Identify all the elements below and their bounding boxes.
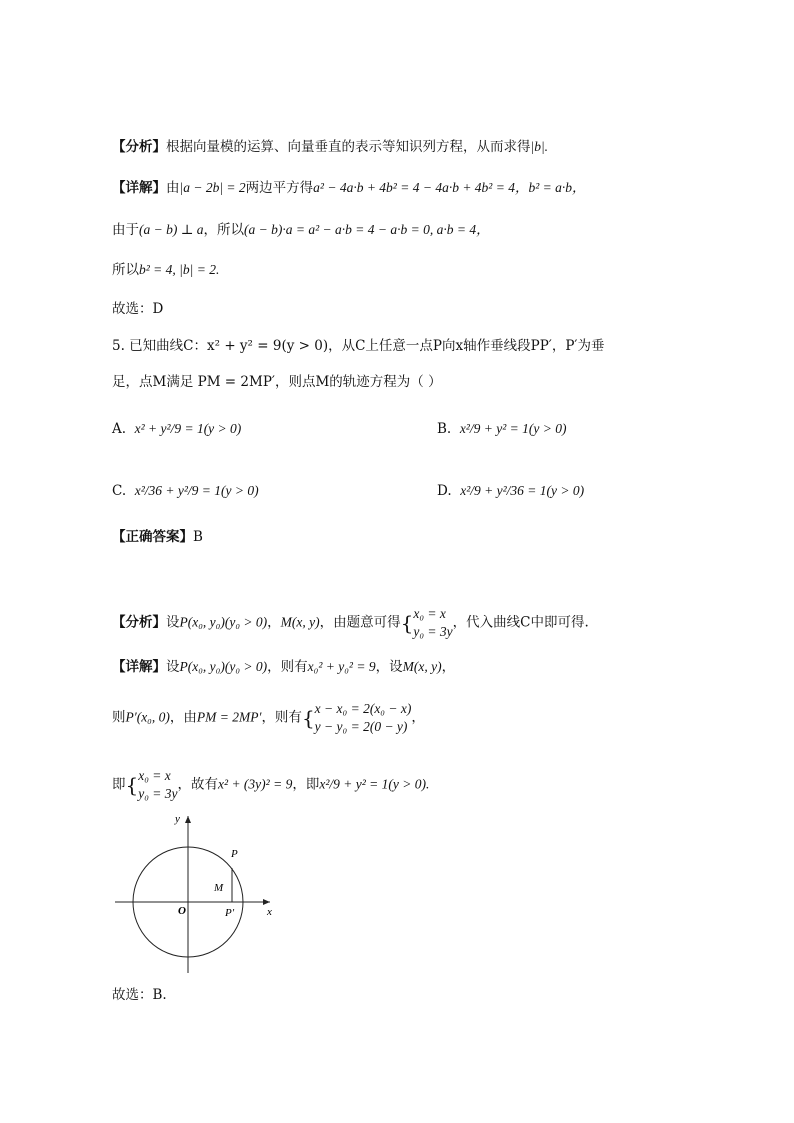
detail-text: ，设 [375, 659, 403, 675]
option-label: C. [112, 483, 127, 499]
detail-1-line-1 [112, 178, 586, 198]
question-5-line-1: 5. 已知曲线C：x² + y² = 9(y > 0)，从C上任意一点P向x轴作垂线段PP′，P′为垂 [112, 338, 605, 354]
point-m-label: M [214, 882, 224, 894]
system-row: y₀ = 3y [413, 624, 453, 639]
detail-text: ， [411, 709, 425, 726]
detail-1-line-2 [112, 220, 490, 240]
detail-formula: a² − 4a·b + 4b² = 4 − 4a·b + 4b² = 4，b² = a·b， [313, 180, 586, 195]
system-row: y − y₀ = 2(0 − y) [314, 719, 408, 734]
detail-text: ，故有 [177, 776, 219, 793]
system-row: y₀ = 3y [138, 786, 178, 801]
detail-text: ，则有 [261, 709, 302, 726]
option-b [437, 419, 566, 439]
detail-2-line-2 [112, 700, 425, 736]
analysis-text: 设 [166, 614, 180, 631]
detail-text: ， [441, 659, 456, 675]
detail-text: ，所以 [203, 222, 245, 238]
option-label: A. [112, 421, 127, 437]
analysis-text: ，由题意可得 [319, 614, 401, 631]
origin-label: O [178, 905, 186, 917]
detail-text: 由 [166, 180, 180, 196]
analysis-tag: 【分析】 [112, 614, 166, 631]
circle-diagram [110, 810, 290, 980]
correct-value: B [193, 529, 203, 545]
question-5-line-2: 足，点M满足 PM = 2MP′，则点M的轨迹方程为（ ） [112, 374, 442, 390]
correct-answer [112, 527, 203, 547]
analysis-text: ， [267, 614, 281, 631]
detail-text: 所以 [112, 262, 139, 278]
option-formula: x²/9 + y² = 1(y > 0) [459, 421, 567, 436]
detail-1-line-3 [112, 260, 219, 280]
point-p-prime-label: P′ [225, 907, 235, 919]
point-p-label: P [231, 848, 238, 860]
detail-formula: (a − b) ⊥ a [139, 222, 204, 237]
analysis-text: ，代入曲线C中即可得. [452, 614, 589, 631]
analysis-formula: M(x, y) [280, 614, 320, 630]
detail-formula: M(x, y) [402, 659, 442, 674]
system [315, 700, 412, 736]
correct-tag: 【正确答案】 [112, 529, 193, 545]
detail-2-line-3 [112, 767, 429, 803]
detail-text: ，即 [292, 776, 320, 793]
detail-2-line-1 [112, 657, 455, 677]
system-row: x₀ = x [138, 768, 171, 783]
detail-tag: 【详解】 [112, 180, 166, 196]
option-a [112, 419, 241, 439]
analysis-formula: |b|. [530, 139, 549, 154]
brace: { [400, 611, 414, 635]
analysis-2 [112, 605, 589, 641]
detail-text: ，由 [169, 709, 197, 726]
detail-text: ，则有 [267, 659, 308, 675]
detail-text: 即 [112, 776, 126, 793]
system [138, 767, 177, 803]
system-row: x₀ = x [413, 606, 446, 621]
detail-text: 由于 [112, 222, 139, 238]
answer-2: 故选：B. [112, 987, 167, 1003]
option-formula: x²/9 + y²/36 = 1(y > 0) [460, 483, 585, 498]
detail-formula: b² = 4, |b| = 2. [139, 262, 220, 277]
analysis-formula: P(x₀, y₀)(y₀ > 0) [179, 614, 268, 630]
system [413, 605, 452, 641]
brace: { [125, 773, 139, 797]
option-formula: x² + y²/9 = 1(y > 0) [134, 421, 242, 436]
detail-formula: P(x₀, y₀)(y₀ > 0) [179, 659, 268, 674]
detail-formula: x₀² + y₀² = 9 [307, 659, 376, 674]
analysis-1 [112, 137, 548, 157]
detail-tag: 【详解】 [112, 659, 166, 675]
system-row: x − x₀ = 2(x₀ − x) [314, 701, 412, 716]
detail-text: 则 [112, 709, 126, 726]
option-d [437, 481, 584, 501]
detail-formula: P′(x₀, 0) [125, 709, 170, 725]
answer-1: 故选：D [112, 301, 164, 317]
detail-text: 两边平方得 [245, 180, 314, 196]
y-axis-label: y [175, 813, 180, 825]
analysis-text: 根据向量模的运算、向量垂直的表示等知识列方程，从而求得 [166, 139, 531, 155]
detail-text: 设 [166, 659, 180, 675]
detail-formula: x² + (3y)² = 9 [218, 776, 293, 792]
option-label: D. [437, 483, 452, 499]
option-formula: x²/36 + y²/9 = 1(y > 0) [134, 483, 259, 498]
brace: { [301, 706, 315, 730]
y-axis-arrow [185, 816, 191, 823]
detail-formula: (a − b)·a = a² − a·b = 4 − a·b = 0, a·b = 4， [244, 222, 490, 237]
detail-formula: |a − 2b| = 2 [179, 180, 246, 195]
x-axis-arrow [263, 899, 270, 905]
option-c [112, 481, 259, 501]
analysis-tag: 【分析】 [112, 139, 166, 155]
option-label: B. [437, 421, 452, 437]
detail-formula: x²/9 + y² = 1(y > 0). [319, 776, 430, 792]
detail-formula: PM = 2MP′ [196, 709, 262, 725]
x-axis-label: x [267, 906, 272, 918]
